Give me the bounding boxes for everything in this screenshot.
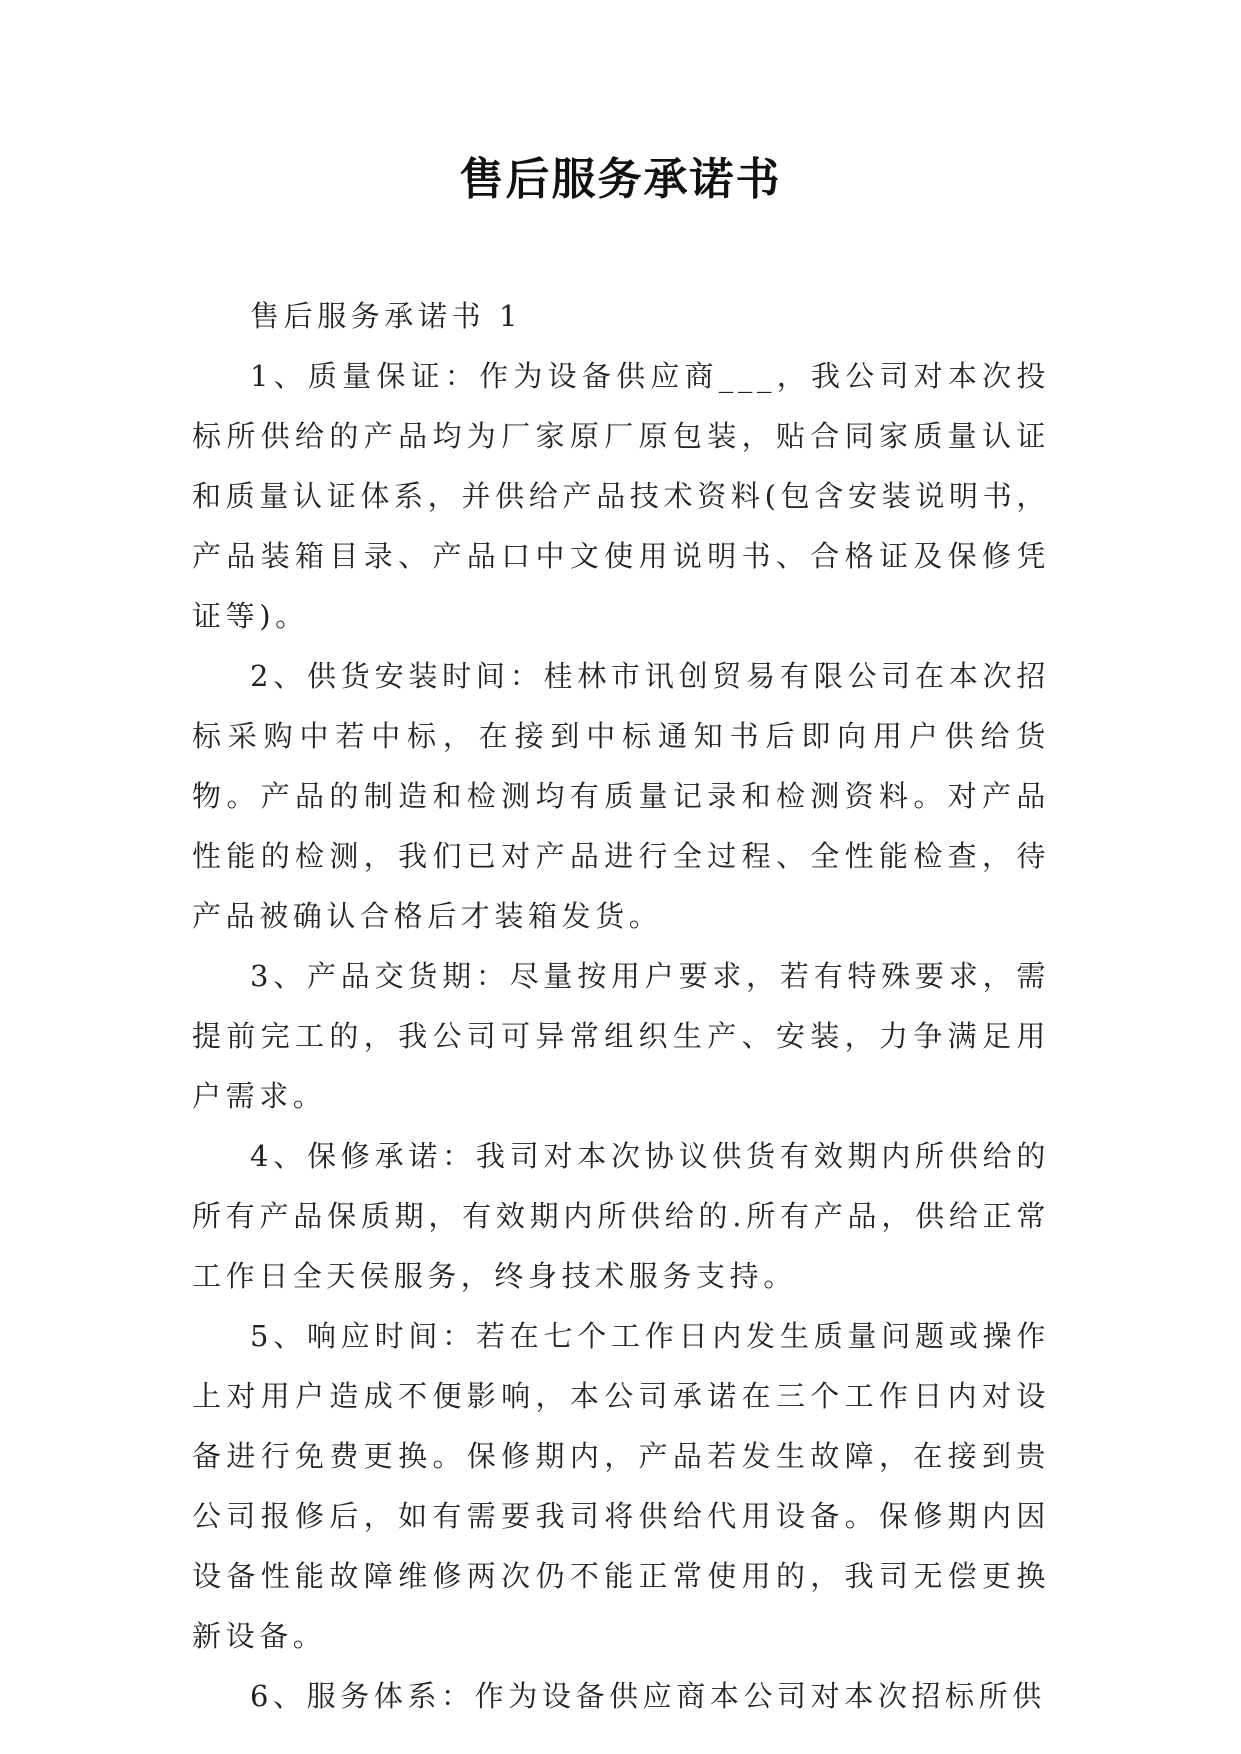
document-body xyxy=(192,286,1050,1726)
document-title: 售后服务承诺书 xyxy=(459,154,782,205)
paragraph-quality-guarantee: 1、质量保证：作为设备供应商___，我公司对本次投标所供给的产品均为厂家原厂原包装，贴合同家质量认证和质量认证体系，并供给产品技术资料(包含安装说明书，产品装箱目录、产品口中文使用说明书、合格证及保修凭证等)。 xyxy=(192,359,1050,633)
paragraph-service-system: 6、服务体系：作为设备供应商本公司对本次招标所供 xyxy=(250,1679,1046,1713)
paragraph-warranty-commitment: 4、保修承诺：我司对本次协议供货有效期内所供给的所有产品保质期，有效期内所供给的.所有产品，供给正常工作日全天侯服务，终身技术服务支持。 xyxy=(192,1139,1050,1293)
paragraph-delivery-installation: 2、供货安装时间：桂林市讯创贸易有限公司在本次招标采购中若中标，在接到中标通知书后即向用户供给货物。产品的制造和检测均有质量记录和检测资料。对产品性能的检测，我们已对产品进行全过程、全性能检查，待产品被确认合格后才装箱发货。 xyxy=(192,659,1050,933)
paragraph-response-time: 5、响应时间：若在七个工作日内发生质量问题或操作上对用户造成不便影响，本公司承诺在三个工作日内对设备进行免费更换。保修期内，产品若发生故障，在接到贵公司报修后，如有需要我司将供给代用设备。保修期内因设备性能故障维修两次仍不能正常使用的，我司无偿更换新设备。 xyxy=(192,1319,1050,1653)
paragraph-delivery-period: 3、产品交货期：尽量按用户要求，若有特殊要求，需提前完工的，我公司可异常组织生产、安装，力争满足用户需求。 xyxy=(192,959,1050,1113)
section-heading: 售后服务承诺书 1 xyxy=(250,299,523,333)
